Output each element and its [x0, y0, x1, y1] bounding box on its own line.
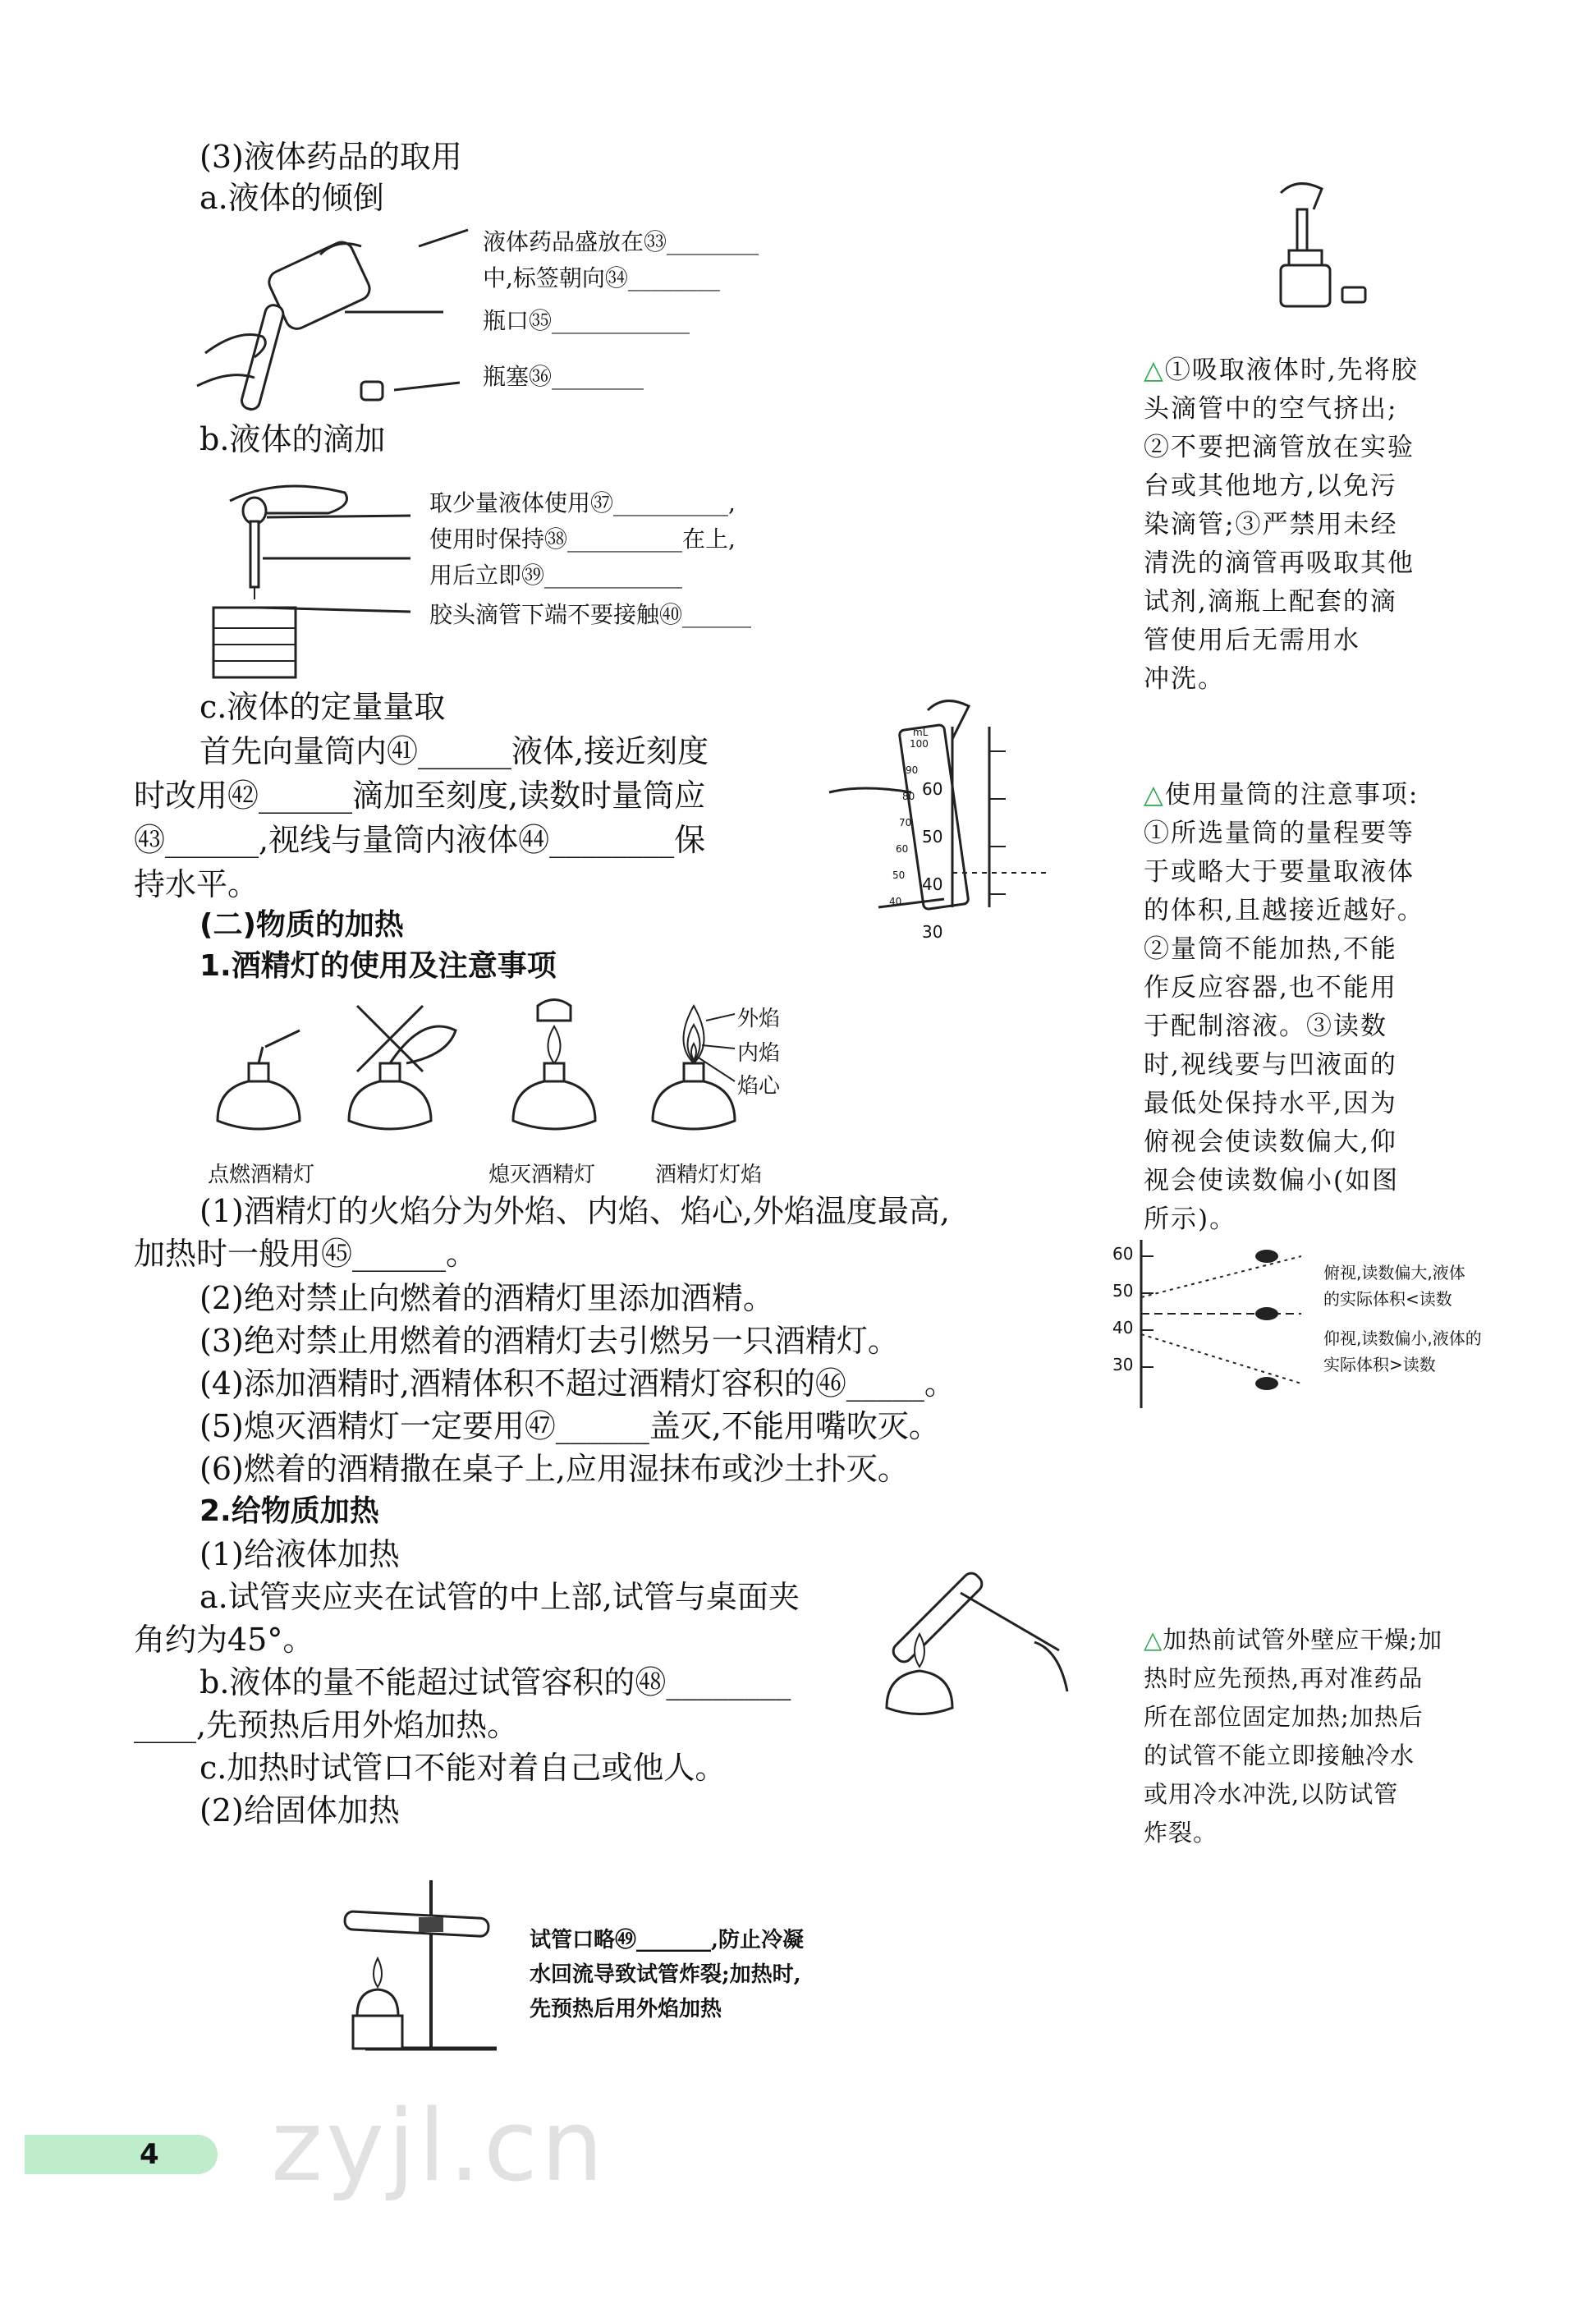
liquid-heat-c: c.加热时试管口不能对着自己或他人。	[200, 1750, 727, 1786]
pour-label-1b: 中,标签朝向㉞________	[483, 264, 720, 291]
sidebar-note-cylinder: △使用量筒的注意事项: ①所选量筒的量程要等 于或略大于要量取液体 的体积,且越接近越好。 ②量筒不能加热,不能 作反应容器,也不能用 于配制溶液。③读数 时,视线要与凹液面的 最低处保持水平,因为 俯视会使读数偏大,仰 视会使读数偏小(如图 所示)。	[1144, 780, 1424, 1234]
warning-triangle-icon: △	[1144, 1626, 1163, 1654]
measure-line-4: 持水平。	[134, 866, 259, 902]
lamp-item-1b: 加热时一般用㊺______。	[134, 1236, 478, 1272]
cyl-tick-30: 30	[922, 922, 943, 942]
pour-title: a.液体的倾倒	[200, 180, 384, 216]
lamp-item-5: (5)熄灭酒精灯一定要用㊼______盖灭,不能用嘴吹灭。	[200, 1408, 940, 1444]
reading-view-figure	[1137, 1240, 1326, 1412]
cyl-scale-60: 60	[896, 843, 909, 855]
heat-title: 2.给物质加热	[200, 1494, 379, 1528]
sidebar-note-heating: △加热前试管外壁应干燥;加 热时应先预热,再对准药品 所在部位固定加热;加热后 的试管不能立即接触冷水 或用冷水冲洗,以防试管 炸裂。	[1144, 1626, 1443, 1847]
pour-label-1a: 液体药品盛放在㉝________	[483, 228, 759, 255]
reading-bottom-line-1: 仰视,读数偏小,液体的	[1323, 1328, 1482, 1348]
cyl-tick-60: 60	[922, 779, 943, 799]
warning-triangle-icon: △	[1144, 356, 1165, 385]
cyl-scale-80: 80	[902, 791, 915, 802]
drop-label-4: 胶头滴管下端不要接触㊵______	[429, 601, 752, 628]
cyl-tick-50: 50	[922, 827, 943, 847]
liquid-heading: (3)液体药品的取用	[200, 139, 462, 175]
measure-line-2: 时改用㊷______滴加至刻度,读数时量筒应	[134, 778, 706, 814]
drop-label-1: 取少量液体使用㊲__________,	[429, 489, 736, 516]
solid-heating-illustration	[332, 1872, 521, 2053]
solid-heat-note-1: 试管口略㊾_______,防止冷凝	[530, 1928, 805, 1953]
lamp-item-2: (2)绝对禁止向燃着的酒精灯里添加酒精。	[200, 1280, 774, 1316]
reading-top-line-1: 俯视,读数偏大,液体	[1323, 1263, 1465, 1283]
pour-label-3: 瓶塞㊱________	[483, 363, 644, 390]
page-number: 4	[140, 2138, 159, 2171]
liquid-heating-illustration	[870, 1544, 1075, 1724]
cyl-scale-100: 100	[910, 738, 929, 750]
flame-outer-label: 外焰	[737, 1007, 781, 1031]
lamp-item-1: (1)酒精灯的火焰分为外焰、内焰、焰心,外焰温度最高,	[200, 1193, 950, 1229]
liquid-heat-title: (1)给液体加热	[200, 1536, 400, 1572]
lamp-2	[349, 1006, 456, 1129]
flame-core-label: 焰心	[737, 1074, 781, 1099]
pouring-illustration	[197, 222, 476, 411]
heating-section-title: (二)物质的加热	[200, 908, 404, 942]
caption-extinguish-lamp: 熄灭酒精灯	[488, 1163, 596, 1187]
lamp-1	[218, 1030, 300, 1129]
caption-lamp-flame: 酒精灯灯焰	[655, 1163, 763, 1187]
reading-tick-30: 30	[1112, 1355, 1134, 1374]
cyl-scale-70: 70	[899, 817, 912, 828]
solid-heat-title: (2)给固体加热	[200, 1792, 400, 1829]
page-number-tab	[25, 2135, 218, 2174]
solid-heat-note-3: 先预热后用外焰加热	[530, 1997, 722, 2021]
dropper-bottle-illustration	[1264, 177, 1371, 308]
drop-label-3: 用后立即㊴____________	[429, 562, 683, 589]
solid-heat-note-2: 水回流导致试管炸裂;加热时,	[530, 1962, 801, 1987]
liquid-heat-b1: b.液体的量不能超过试管容积的㊽________	[200, 1664, 791, 1700]
cyl-unit: mL	[913, 727, 929, 738]
liquid-heat-b2: ____,先预热后用外焰加热。	[134, 1707, 519, 1743]
measure-line-3: ㊸______,视线与量筒内液体㊹________保	[134, 822, 706, 858]
watermark: zyjl.cn	[271, 2090, 607, 2204]
cyl-scale-90: 90	[906, 764, 919, 776]
dropper-illustration	[197, 476, 443, 681]
caption-light-lamp: 点燃酒精灯	[208, 1163, 315, 1187]
drop-label-2: 使用时保持㊳__________在上,	[429, 525, 736, 553]
lamp-4	[653, 1006, 735, 1129]
flame-inner-label: 内焰	[737, 1041, 781, 1066]
lamp-3	[513, 1000, 595, 1130]
liquid-heat-a1: a.试管夹应夹在试管的中上部,试管与桌面夹	[200, 1579, 800, 1615]
cyl-scale-50: 50	[892, 870, 906, 881]
reading-tick-40: 40	[1112, 1318, 1134, 1338]
sidebar-note-dropper: △①吸取液体时,先将胶 头滴管中的空气挤出; ②不要把滴管放在实验 台或其他地方,以免污 染滴管;③严禁用未经 清洗的滴管再吸取其他 试剂,滴瓶上配套的滴 管使用后无需用水 冲洗。	[1144, 356, 1419, 694]
reading-tick-50: 50	[1112, 1281, 1134, 1301]
cylinder-illustration	[829, 694, 1059, 915]
lamp-item-6: (6)燃着的酒精撒在桌子上,应用湿抹布或沙土扑灭。	[200, 1451, 909, 1487]
reading-tick-60: 60	[1112, 1244, 1134, 1264]
measure-line-1: 首先向量筒内㊶______液体,接近刻度	[200, 733, 709, 769]
measure-title: c.液体的定量量取	[200, 689, 446, 725]
reading-bottom-line-2: 实际体积>读数	[1323, 1355, 1436, 1374]
lamp-title: 1.酒精灯的使用及注意事项	[200, 949, 557, 983]
warning-triangle-icon: △	[1144, 780, 1165, 810]
pour-label-2: 瓶口㉟____________	[483, 307, 690, 334]
reading-top-line-2: 的实际体积<读数	[1323, 1289, 1452, 1309]
drop-title: b.液体的滴加	[200, 421, 386, 457]
cyl-tick-40: 40	[922, 874, 943, 894]
lamp-item-3: (3)绝对禁止用燃着的酒精灯去引燃另一只酒精灯。	[200, 1323, 899, 1359]
liquid-heat-a2: 角约为45°。	[134, 1622, 314, 1658]
lamp-item-4: (4)添加酒精时,酒精体积不超过酒精灯容积的㊻_____。	[200, 1365, 956, 1402]
alcohol-lamps-illustration	[201, 998, 817, 1154]
cyl-scale-40: 40	[889, 896, 902, 907]
